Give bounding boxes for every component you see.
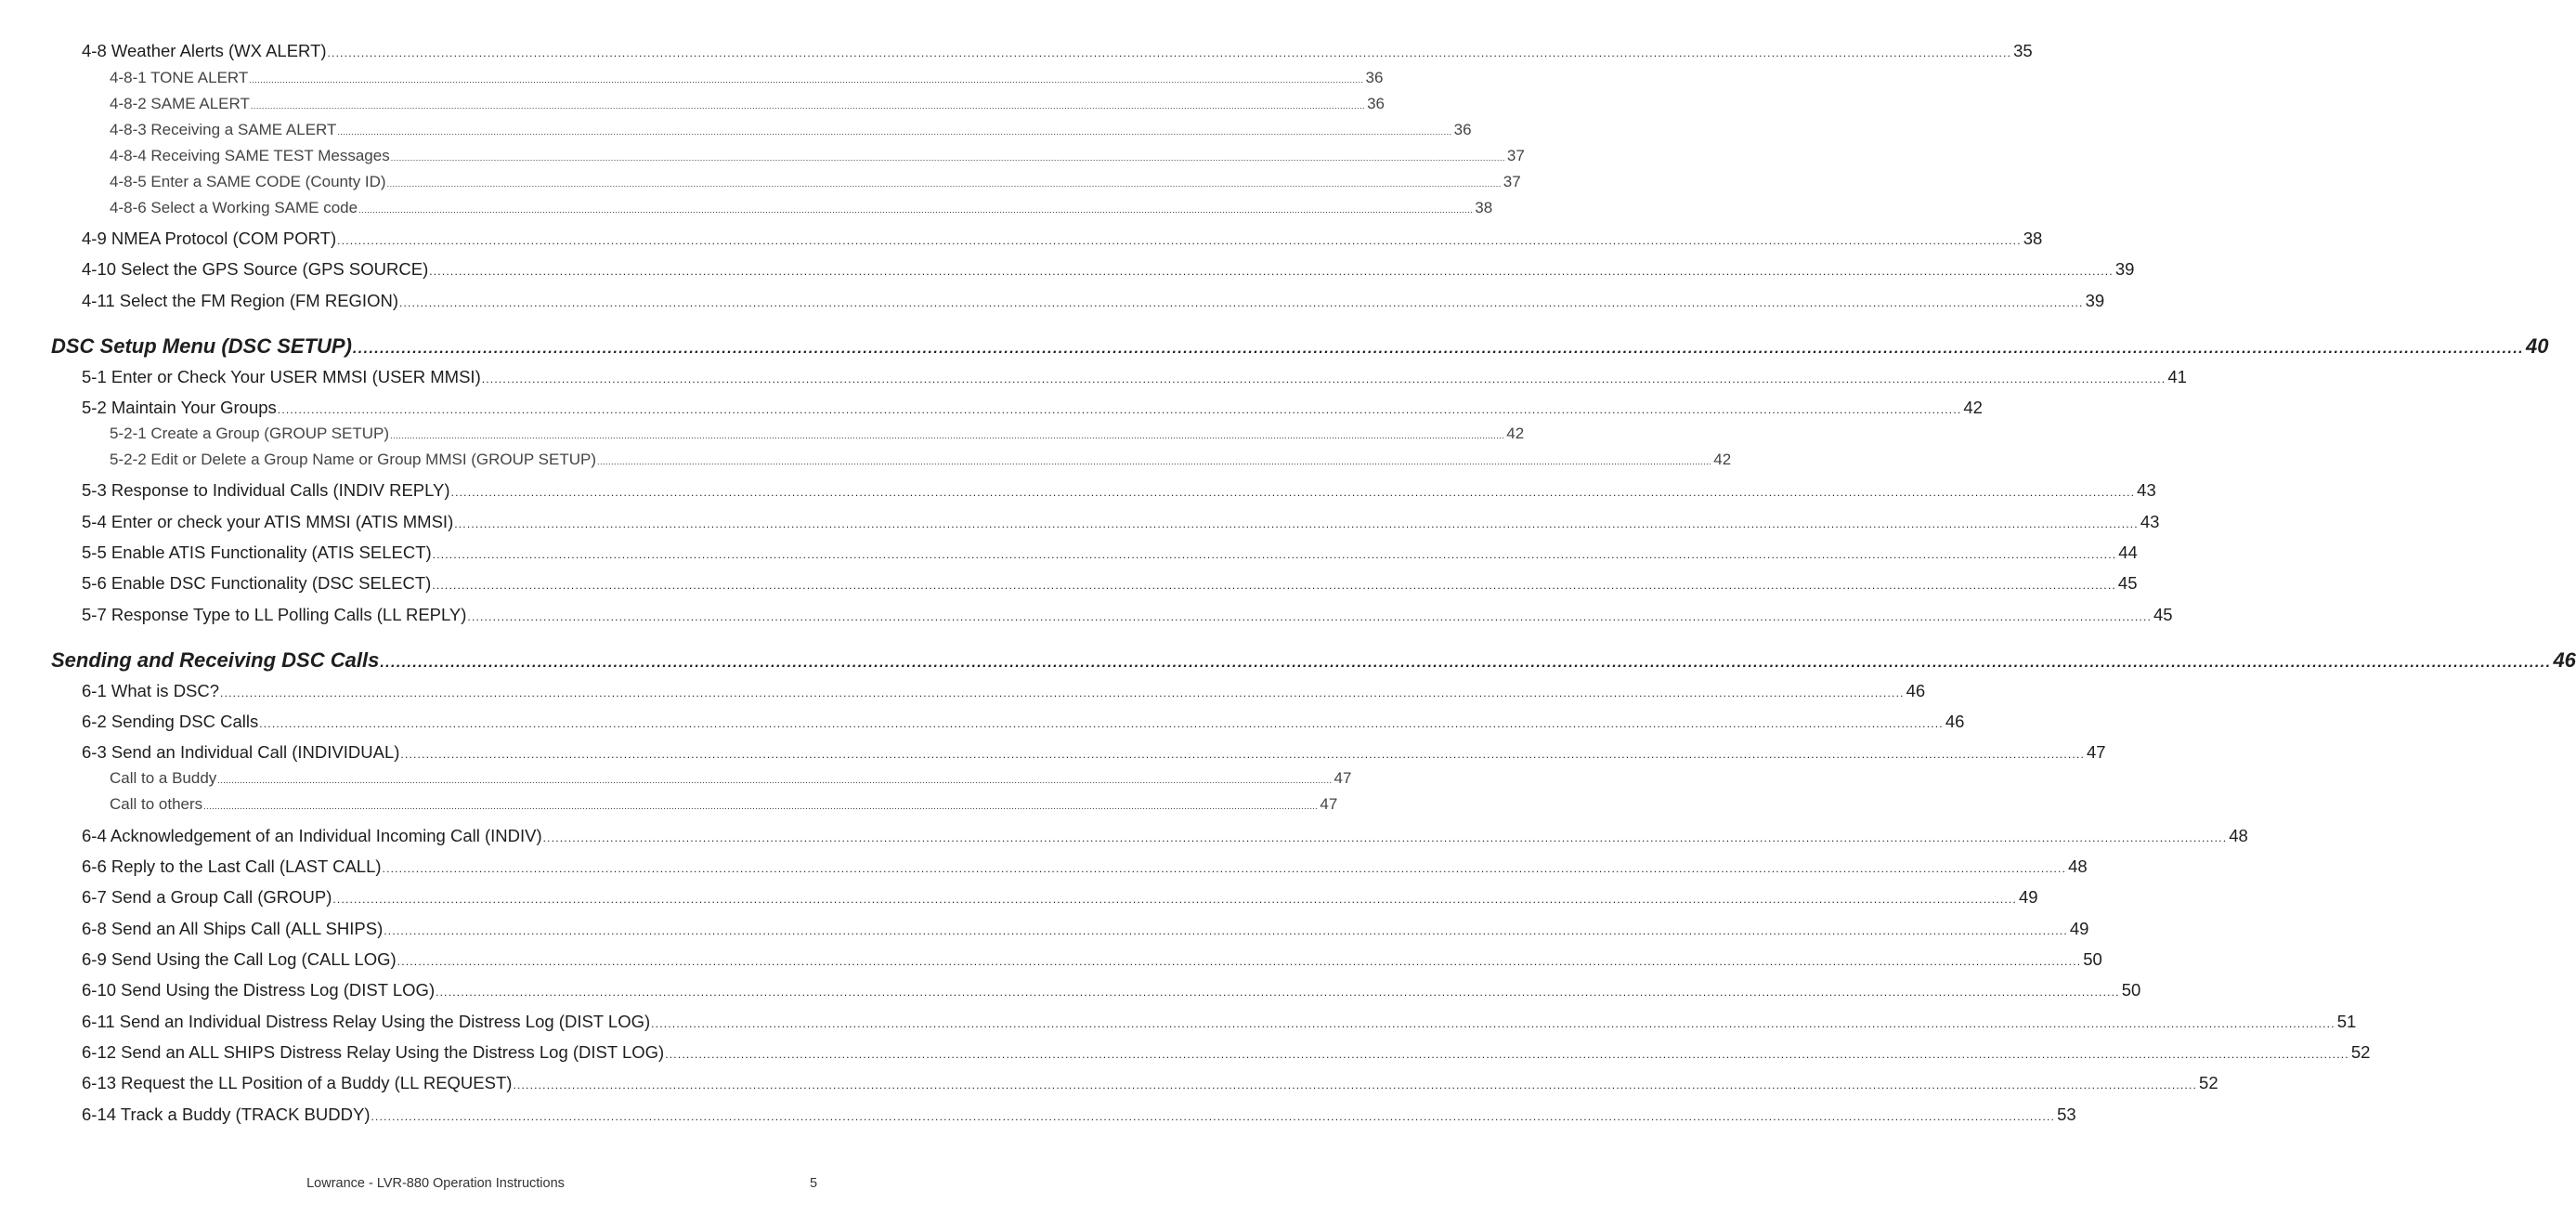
- dot-leader: ................................................................................................................................................................................................................................................................................................................................................................................................................: [384, 924, 2068, 937]
- toc-entry-page: 51: [2336, 1012, 2357, 1031]
- dot-leader: ................................................................................................................................................................................................................................................................................................................................................................................................................: [358, 205, 1474, 215]
- toc-entry: [82, 543, 2138, 562]
- toc-entry-title: DSC Setup Menu (DSC SETUP): [51, 334, 352, 358]
- toc-entry: [82, 712, 1965, 731]
- toc-entry-page: 46: [1906, 681, 1926, 700]
- dot-leader: ................................................................................................................................................................................................................................................................................................................................................................................................................: [400, 748, 2085, 761]
- toc-entry: [82, 1105, 2076, 1124]
- toc-entry-title: 4-8 Weather Alerts (WX ALERT): [82, 41, 327, 60]
- toc-entry: [82, 480, 2156, 500]
- toc-entry-title: 5-7 Response Type to LL Polling Calls (LL REPLY): [82, 605, 467, 624]
- dot-leader: ................................................................................................................................................................................................................................................................................................................................................................................................................: [386, 179, 1502, 189]
- toc-entry: [82, 41, 2033, 60]
- toc-entry-page: 36: [1453, 121, 1472, 138]
- toc-entry: [82, 826, 2248, 845]
- footer-title: Lowrance - LVR-880 Operation Instructions: [306, 1176, 565, 1191]
- toc-entry-page: 52: [2350, 1042, 2371, 1062]
- dot-leader: ................................................................................................................................................................................................................................................................................................................................................................................................................: [429, 265, 2114, 278]
- toc-entry-page: 46: [2553, 648, 2576, 672]
- toc-entry-page: 47: [1320, 795, 1338, 813]
- toc-entry: [82, 229, 2043, 248]
- toc-entry-title: 6-12 Send an ALL SHIPS Distress Relay Using the Distress Log (DIST LOG): [82, 1042, 665, 1062]
- toc-entry: [82, 919, 2089, 938]
- toc-section-heading: [51, 334, 2549, 358]
- toc-entry: [110, 147, 1525, 164]
- dot-leader: ................................................................................................................................................................................................................................................................................................................................................................................................................: [332, 893, 2017, 906]
- toc-entry-page: 40: [2526, 334, 2549, 358]
- dot-leader: ................................................................................................................................................................................................................................................................................................................................................................................................................: [542, 831, 2228, 844]
- toc-entry: [110, 425, 1525, 442]
- toc-entry: [110, 95, 1385, 112]
- toc-entry-page: 44: [2118, 543, 2138, 562]
- toc-entry-page: 36: [1365, 69, 1384, 86]
- toc-entry: [82, 681, 1926, 700]
- toc-entry-title: 4-8-4 Receiving SAME TEST Messages: [110, 147, 390, 164]
- toc-entry: [110, 173, 1521, 190]
- toc-entry-page: 50: [2083, 949, 2102, 969]
- toc-entry-title: 6-8 Send an All Ships Call (ALL SHIPS): [82, 919, 384, 938]
- dot-leader: ................................................................................................................................................................................................................................................................................................................................................................................................................: [651, 1017, 2335, 1030]
- toc-entry-title: 4-10 Select the GPS Source (GPS SOURCE): [82, 259, 429, 279]
- toc-entry-page: 45: [2117, 573, 2138, 593]
- toc-entry: [82, 1012, 2357, 1031]
- toc-entry-title: 4-9 NMEA Protocol (COM PORT): [82, 229, 337, 248]
- dot-leader: ................................................................................................................................................................................................................................................................................................................................................................................................................: [250, 101, 1366, 111]
- dot-leader: ................................................................................................................................................................................................................................................................................................................................................................................................................: [380, 655, 2552, 671]
- toc-entry-page: 35: [2013, 41, 2033, 60]
- toc-entry-page: 39: [2085, 291, 2105, 310]
- toc-entry-title: 5-3 Response to Individual Calls (INDIV REPLY): [82, 480, 450, 500]
- toc-entry-title: 4-8-6 Select a Working SAME code: [110, 199, 358, 216]
- toc-entry-page: 37: [1503, 173, 1521, 190]
- toc-entry-title: 6-3 Send an Individual Call (INDIVIDUAL): [82, 742, 400, 762]
- dot-leader: ................................................................................................................................................................................................................................................................................................................................................................................................................: [597, 457, 1712, 466]
- dot-leader: ................................................................................................................................................................................................................................................................................................................................................................................................................: [249, 75, 1364, 85]
- toc-entry: [82, 1042, 2371, 1062]
- dot-leader: ................................................................................................................................................................................................................................................................................................................................................................................................................: [481, 373, 2166, 386]
- toc-entry: [82, 291, 2105, 310]
- toc-entry-page: 42: [1506, 425, 1525, 442]
- toc-entry-page: 38: [1475, 199, 1493, 216]
- toc-entry-title: 4-8-5 Enter a SAME CODE (County ID): [110, 173, 386, 190]
- dot-leader: ................................................................................................................................................................................................................................................................................................................................................................................................................: [259, 717, 1944, 730]
- toc-entry-page: 43: [2137, 480, 2156, 500]
- toc-entry-page: 47: [2087, 742, 2106, 762]
- toc-entry-page: 48: [2068, 856, 2088, 876]
- toc-entry-page: 37: [1506, 147, 1525, 164]
- toc-entry-title: 6-6 Reply to the Last Call (LAST CALL): [82, 856, 382, 876]
- toc-section-heading: [51, 648, 2576, 672]
- toc-entry: [82, 980, 2141, 1000]
- toc-entry-page: 42: [1963, 398, 1983, 417]
- dot-leader: ................................................................................................................................................................................................................................................................................................................................................................................................................: [390, 431, 1505, 440]
- toc-entry: [82, 949, 2102, 969]
- toc-entry-page: 42: [1713, 451, 1732, 468]
- dot-leader: ................................................................................................................................................................................................................................................................................................................................................................................................................: [436, 986, 2120, 999]
- dot-leader: ................................................................................................................................................................................................................................................................................................................................................................................................................: [450, 486, 2136, 499]
- toc-entry-page: 50: [2121, 980, 2141, 1000]
- toc-entry-title: 5-4 Enter or check your ATIS MMSI (ATIS MMSI): [82, 512, 454, 531]
- dot-leader: ................................................................................................................................................................................................................................................................................................................................................................................................................: [390, 153, 1505, 163]
- toc-entry-page: 47: [1334, 769, 1352, 787]
- toc-entry-title: 6-13 Request the LL Position of a Buddy (LL REQUEST): [82, 1073, 513, 1092]
- toc-entry-page: 49: [2069, 919, 2089, 938]
- toc-entry-title: 5-2-2 Edit or Delete a Group Name or Group MMSI (GROUP SETUP): [110, 451, 597, 468]
- dot-leader: ................................................................................................................................................................................................................................................................................................................................................................................................................: [327, 46, 2012, 59]
- toc-entry-title: 6-4 Acknowledgement of an Individual Incoming Call (INDIV): [82, 826, 542, 845]
- toc-entry: [110, 199, 1493, 216]
- dot-leader: ................................................................................................................................................................................................................................................................................................................................................................................................................: [203, 802, 1319, 811]
- dot-leader: ................................................................................................................................................................................................................................................................................................................................................................................................................: [513, 1079, 2198, 1092]
- toc-entry-title: 4-8-3 Receiving a SAME ALERT: [110, 121, 337, 138]
- toc-entry-title: 5-1 Enter or Check Your USER MMSI (USER MMSI): [82, 367, 481, 386]
- toc-entry-title: 6-14 Track a Buddy (TRACK BUDDY): [82, 1105, 371, 1124]
- toc-entry: [110, 769, 1352, 787]
- toc-entry: [82, 887, 2038, 907]
- dot-leader: ................................................................................................................................................................................................................................................................................................................................................................................................................: [220, 686, 1905, 699]
- toc-entry-title: 6-7 Send a Group Call (GROUP): [82, 887, 332, 907]
- dot-leader: ................................................................................................................................................................................................................................................................................................................................................................................................................: [382, 862, 2067, 875]
- dot-leader: ................................................................................................................................................................................................................................................................................................................................................................................................................: [397, 955, 2082, 968]
- toc-entry-page: 52: [2199, 1073, 2218, 1092]
- toc-entry: [110, 795, 1338, 813]
- toc-entry-page: 36: [1367, 95, 1385, 112]
- toc-entry: [82, 367, 2187, 386]
- toc-entry: [82, 398, 1983, 417]
- toc-entry-title: Call to others: [110, 795, 203, 813]
- toc-entry-title: 5-2 Maintain Your Groups: [82, 398, 277, 417]
- toc-entry: [82, 856, 2088, 876]
- toc-entry: [110, 69, 1384, 86]
- dot-leader: ................................................................................................................................................................................................................................................................................................................................................................................................................: [665, 1048, 2349, 1061]
- dot-leader: ................................................................................................................................................................................................................................................................................................................................................................................................................: [337, 234, 2022, 247]
- toc-entry: [110, 121, 1472, 138]
- toc-entry: [82, 605, 2173, 624]
- dot-leader: ................................................................................................................................................................................................................................................................................................................................................................................................................: [337, 127, 1452, 137]
- toc-entry-page: 43: [2140, 512, 2160, 531]
- toc-entry: [110, 451, 1732, 468]
- toc-entry-page: 39: [2114, 259, 2135, 279]
- toc-entry-page: 48: [2229, 826, 2248, 845]
- dot-leader: ................................................................................................................................................................................................................................................................................................................................................................................................................: [454, 517, 2139, 530]
- toc-entry-page: 53: [2057, 1105, 2076, 1124]
- footer-page-number: 5: [810, 1176, 818, 1191]
- toc-entry: [82, 259, 2135, 279]
- toc-entry-page: 46: [1945, 712, 1965, 731]
- toc-entry: [82, 573, 2138, 593]
- toc-entry: [82, 742, 2106, 762]
- toc-entry-title: 6-1 What is DSC?: [82, 681, 220, 700]
- dot-leader: ................................................................................................................................................................................................................................................................................................................................................................................................................: [371, 1110, 2056, 1123]
- toc-entry-page: 45: [2153, 605, 2173, 624]
- toc-entry-page: 49: [2018, 887, 2038, 907]
- toc-entry-title: 6-10 Send Using the Distress Log (DIST LOG): [82, 980, 436, 1000]
- dot-leader: ................................................................................................................................................................................................................................................................................................................................................................................................................: [277, 403, 1962, 416]
- toc-entry-title: Call to a Buddy: [110, 769, 217, 787]
- toc-entry-title: Sending and Receiving DSC Calls: [51, 648, 380, 672]
- toc-entry-title: 6-11 Send an Individual Distress Relay Using the Distress Log (DIST LOG): [82, 1012, 651, 1031]
- toc-entry-title: 5-6 Enable DSC Functionality (DSC SELECT): [82, 573, 432, 593]
- toc-entry-title: 5-2-1 Create a Group (GROUP SETUP): [110, 425, 390, 442]
- toc-entry: [82, 512, 2160, 531]
- toc-entry-title: 4-8-2 SAME ALERT: [110, 95, 250, 112]
- dot-leader: ................................................................................................................................................................................................................................................................................................................................................................................................................: [432, 579, 2116, 592]
- toc-entry-title: 6-9 Send Using the Call Log (CALL LOG): [82, 949, 397, 969]
- toc-entry-title: 6-2 Sending DSC Calls: [82, 712, 259, 731]
- toc-entry-page: 41: [2167, 367, 2187, 386]
- toc-entry-page: 38: [2023, 229, 2043, 248]
- toc-entry-title: 4-8-1 TONE ALERT: [110, 69, 249, 86]
- dot-leader: ................................................................................................................................................................................................................................................................................................................................................................................................................: [432, 548, 2117, 561]
- dot-leader: ................................................................................................................................................................................................................................................................................................................................................................................................................: [467, 610, 2153, 623]
- dot-leader: ................................................................................................................................................................................................................................................................................................................................................................................................................: [398, 296, 2084, 309]
- toc-entry: [82, 1073, 2218, 1092]
- dot-leader: ................................................................................................................................................................................................................................................................................................................................................................................................................: [217, 776, 1333, 785]
- toc-entry-title: 5-5 Enable ATIS Functionality (ATIS SELECT): [82, 543, 432, 562]
- toc-entry-title: 4-11 Select the FM Region (FM REGION): [82, 291, 398, 310]
- dot-leader: ................................................................................................................................................................................................................................................................................................................................................................................................................: [352, 341, 2525, 357]
